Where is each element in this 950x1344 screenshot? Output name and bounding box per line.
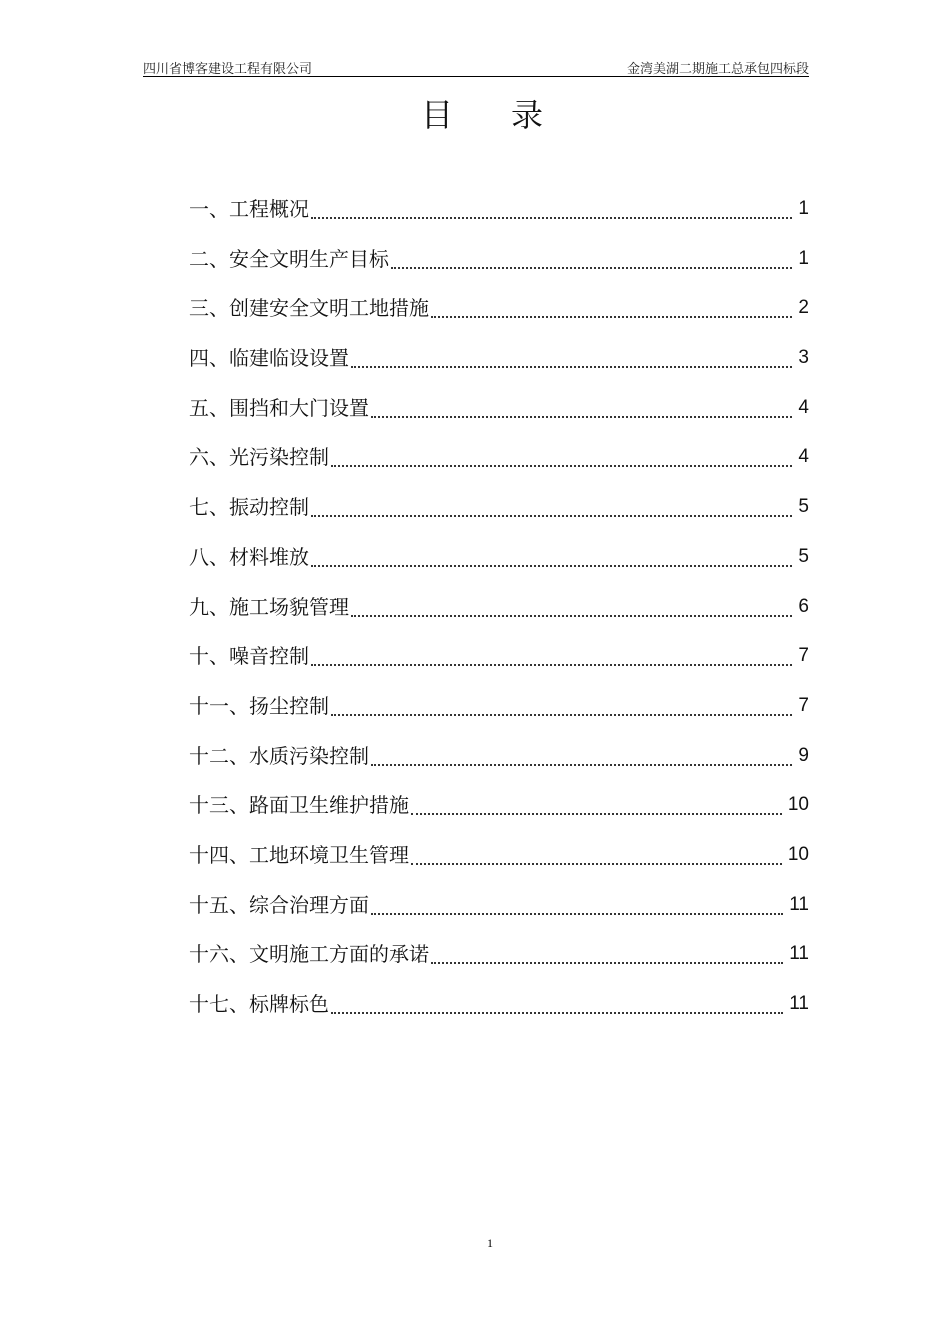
project-name: 金湾美湖二期施工总承包四标段 (626, 62, 809, 77)
toc-entry-page: 4 (798, 446, 809, 468)
dot-leader (351, 591, 792, 617)
toc-entry-label: 十四、工地环境卫生管理 (189, 842, 409, 867)
toc-entry[interactable] (189, 491, 809, 541)
toc-entry-label: 十六、文明施工方面的承诺 (189, 942, 429, 967)
toc-entry-page: 4 (798, 396, 809, 418)
toc-entry-label: 七、振动控制 (189, 495, 309, 520)
dot-leader (331, 441, 792, 467)
dot-leader (411, 789, 782, 815)
toc-entry-label: 三、创建安全文明工地措施 (189, 296, 429, 321)
dot-leader (371, 740, 792, 766)
dot-leader (371, 889, 783, 915)
toc-entry-label: 十三、路面卫生维护措施 (189, 793, 409, 818)
toc-entry[interactable] (189, 541, 809, 591)
dot-leader (391, 243, 792, 269)
toc-entry-page: 11 (789, 893, 809, 915)
toc-entry[interactable] (189, 889, 809, 939)
toc-entry-label: 五、围挡和大门设置 (189, 395, 369, 420)
toc-entry-label: 九、施工场貌管理 (189, 594, 349, 619)
dot-leader (331, 690, 792, 716)
dot-leader (411, 839, 782, 865)
toc-entry[interactable] (189, 441, 809, 491)
toc-entry-page: 7 (798, 645, 809, 667)
toc-entry-page: 9 (798, 744, 809, 766)
page-header (143, 56, 809, 77)
toc-entry-page: 2 (798, 297, 809, 319)
toc-entry[interactable] (189, 740, 809, 790)
toc-entry[interactable] (189, 839, 809, 889)
toc-entry-page: 11 (789, 943, 809, 965)
toc-entry[interactable] (189, 789, 809, 839)
toc-entry-label: 十一、扬尘控制 (189, 693, 329, 718)
toc-entry[interactable] (189, 640, 809, 690)
toc-entry-label: 六、光污染控制 (189, 445, 329, 470)
dot-leader (371, 392, 792, 418)
dot-leader (351, 342, 792, 368)
toc-entry-label: 十、噪音控制 (189, 644, 309, 669)
toc-entry-label: 十七、标牌标色 (189, 992, 329, 1016)
dot-leader (431, 292, 792, 318)
table-of-contents (189, 193, 809, 1038)
toc-entry[interactable] (189, 690, 809, 740)
toc-entry[interactable] (189, 938, 809, 988)
toc-entry-page: 1 (798, 198, 809, 219)
toc-entry[interactable] (189, 988, 809, 1038)
toc-entry-page: 6 (798, 595, 809, 617)
company-name: 四川省博客建设工程有限公司 (143, 62, 313, 77)
toc-entry[interactable] (189, 243, 809, 293)
toc-entry-page: 10 (787, 843, 809, 865)
toc-title: 目录 (420, 96, 601, 134)
page-number: 1 (487, 1236, 493, 1250)
toc-entry-label: 二、安全文明生产目标 (189, 246, 389, 271)
toc-entry[interactable] (189, 342, 809, 392)
dot-leader (431, 938, 783, 964)
toc-entry[interactable] (189, 193, 809, 243)
toc-entry-page: 11 (789, 993, 809, 1014)
toc-entry-page: 3 (798, 347, 809, 369)
toc-entry[interactable] (189, 392, 809, 442)
dot-leader (311, 491, 792, 517)
dot-leader (311, 541, 792, 567)
dot-leader (331, 988, 783, 1014)
toc-entry-page: 1 (798, 247, 809, 269)
toc-entry-label: 八、材料堆放 (189, 544, 309, 569)
toc-entry-label: 十五、综合治理方面 (189, 892, 369, 917)
dot-leader (311, 640, 792, 666)
toc-entry[interactable] (189, 591, 809, 641)
dot-leader (311, 193, 792, 219)
toc-entry-page: 5 (798, 496, 809, 518)
toc-entry-page: 5 (798, 545, 809, 567)
toc-entry[interactable] (189, 292, 809, 342)
toc-entry-page: 10 (787, 794, 809, 816)
toc-entry-label: 十二、水质污染控制 (189, 743, 369, 768)
toc-entry-label: 一、工程概况 (189, 197, 309, 221)
toc-entry-page: 7 (798, 694, 809, 716)
toc-entry-label: 四、临建临设设置 (189, 346, 349, 371)
